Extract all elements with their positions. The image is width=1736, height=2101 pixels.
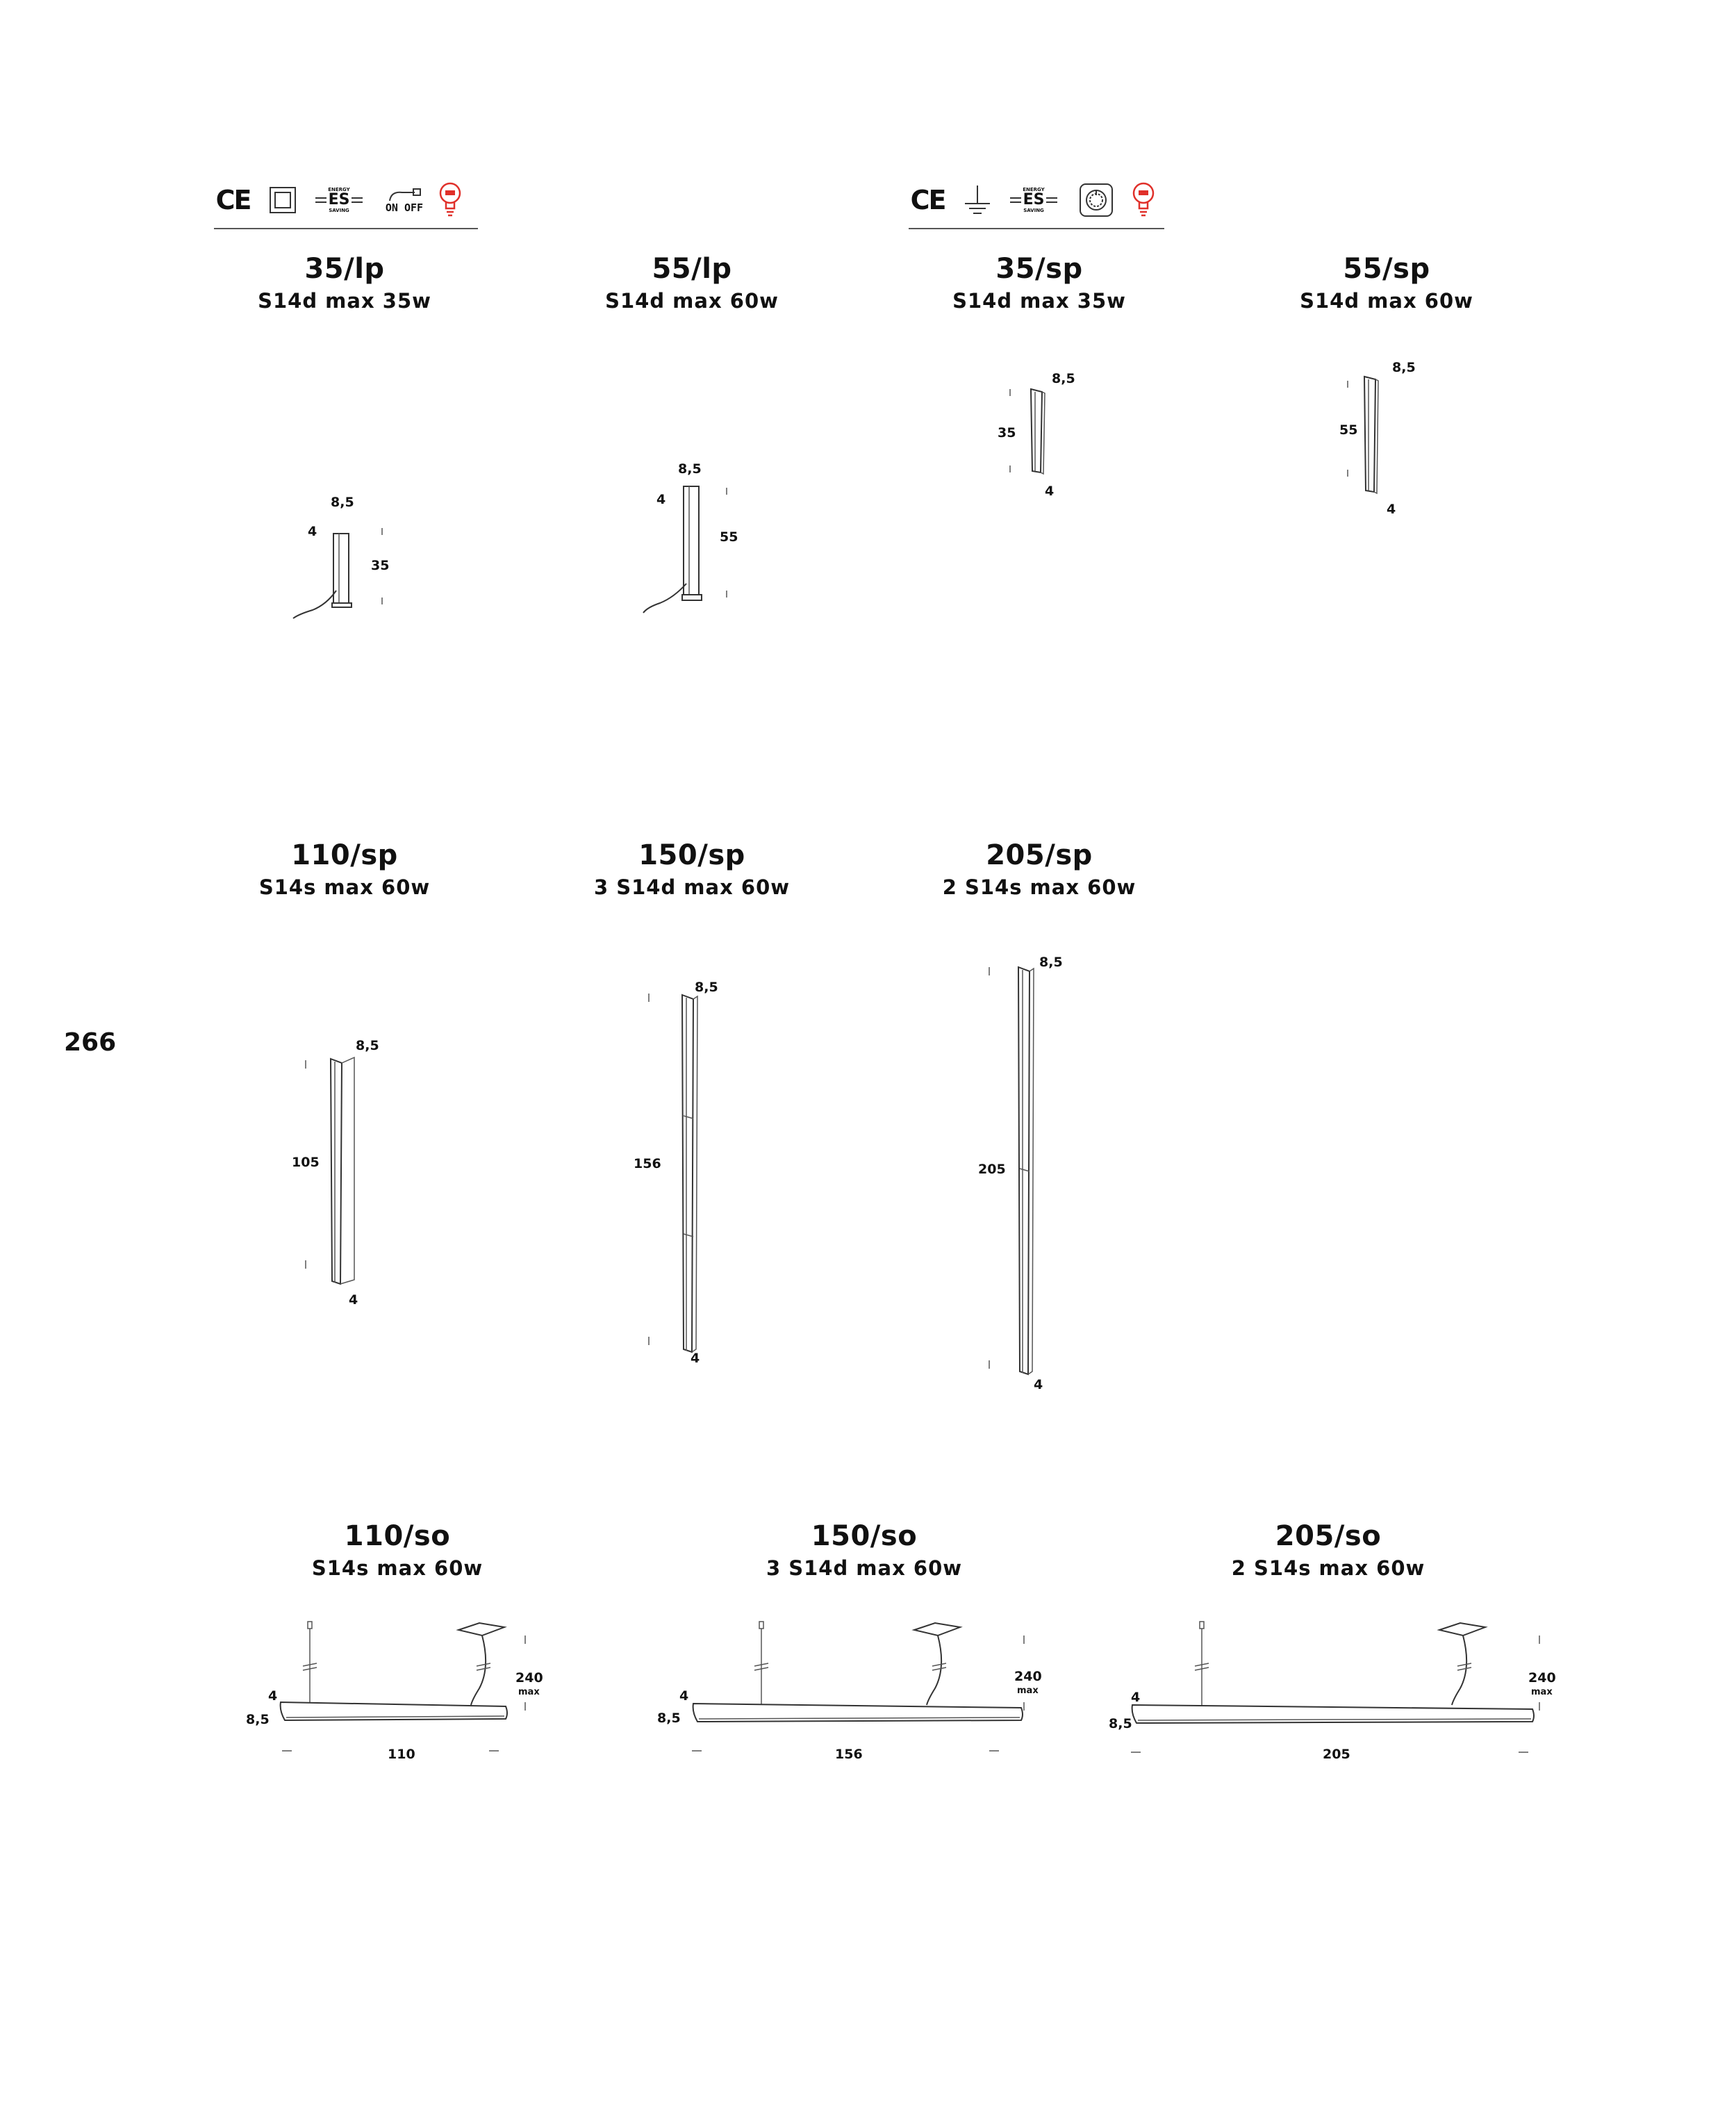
product-55-sp <box>1178 253 1595 313</box>
product-205-sp <box>831 839 1248 899</box>
product-205-so <box>1120 1520 1537 1580</box>
dim-height: 35 <box>371 558 390 573</box>
dim-depth: 4 <box>691 1351 700 1366</box>
energy-saving-icon: ENERGY ES SAVING <box>1023 187 1045 213</box>
dim-length: 205 <box>1323 1747 1350 1762</box>
dim-width: 8,5 <box>1109 1716 1132 1731</box>
dim-depth: 4 <box>268 1688 278 1704</box>
wall-lamp-150-drawing <box>639 987 722 1362</box>
certification-group-left <box>214 179 478 229</box>
lamp-spec: S14d max 35w <box>258 289 431 313</box>
model-name: 55/sp <box>1343 253 1430 285</box>
dim-depth: 4 <box>1387 502 1396 517</box>
energy-saving-icon: ENERGY ES SAVING <box>328 187 350 213</box>
dim-drop-note: max <box>1017 1686 1039 1696</box>
bulb-icon <box>436 179 464 221</box>
dim-width: 8,5 <box>1392 360 1416 375</box>
dim-drop: 240 <box>1014 1669 1042 1684</box>
dim-drop-note: max <box>1531 1687 1553 1697</box>
dim-depth: 4 <box>349 1292 358 1308</box>
dim-depth: 4 <box>1045 484 1055 499</box>
class-ii-insulation-icon <box>265 179 300 221</box>
floor-lamp-35-drawing <box>278 514 417 632</box>
lamp-spec: 2 S14s max 60w <box>942 875 1136 899</box>
dim-depth: 4 <box>656 492 666 507</box>
model-name: 150/so <box>811 1520 918 1552</box>
lamp-spec: S14d max 60w <box>605 289 779 313</box>
page-number: 266 <box>64 1028 117 1057</box>
on-off-switch-icon: ON OFF <box>382 179 427 221</box>
dim-width: 8,5 <box>695 980 718 995</box>
dim-width: 8,5 <box>331 495 354 510</box>
lamp-spec: S14s max 60w <box>311 1556 483 1580</box>
dim-height: 156 <box>634 1156 661 1171</box>
dim-height: 55 <box>720 529 738 545</box>
dim-width: 8,5 <box>356 1038 379 1053</box>
model-name: 150/sp <box>638 839 745 871</box>
dim-height: 55 <box>1339 422 1358 438</box>
dim-length: 156 <box>835 1747 863 1762</box>
lamp-spec: 2 S14s max 60w <box>1231 1556 1425 1580</box>
dimmer-icon <box>1075 179 1117 221</box>
dim-depth: 4 <box>1131 1690 1141 1705</box>
dim-width: 8,5 <box>678 461 702 477</box>
certification-group-right <box>909 179 1164 229</box>
dim-depth: 4 <box>308 524 317 539</box>
floor-lamp-55-drawing <box>625 479 764 632</box>
model-name: 205/so <box>1275 1520 1382 1552</box>
lamp-spec: 3 S14d max 60w <box>593 875 791 899</box>
dim-length: 110 <box>388 1747 415 1762</box>
product-110-so <box>189 1520 606 1580</box>
model-name: 110/sp <box>291 839 398 871</box>
dim-height: 105 <box>292 1155 320 1170</box>
lamp-spec: S14d max 60w <box>1300 289 1473 313</box>
model-name: 110/so <box>344 1520 451 1552</box>
earth-ground-icon <box>960 179 995 221</box>
dim-depth: 4 <box>679 1688 689 1704</box>
model-name: 205/sp <box>986 839 1093 871</box>
lamp-spec: S14d max 35w <box>952 289 1126 313</box>
model-name: 35/sp <box>995 253 1083 285</box>
model-name: 55/lp <box>652 253 732 285</box>
wall-lamp-110-drawing <box>299 1049 382 1292</box>
bulb-icon <box>1130 179 1157 221</box>
dim-drop-note: max <box>518 1687 540 1697</box>
dim-drop: 240 <box>1528 1670 1556 1686</box>
dim-height: 35 <box>998 425 1016 440</box>
ce-mark-icon: CE <box>215 185 251 215</box>
dim-width: 8,5 <box>1039 955 1063 970</box>
dim-drop: 240 <box>515 1670 543 1686</box>
dim-width: 8,5 <box>1052 371 1075 386</box>
dim-height: 205 <box>978 1162 1006 1177</box>
dim-width: 8,5 <box>246 1712 270 1727</box>
lamp-spec: S14s max 60w <box>258 875 431 899</box>
model-name: 35/lp <box>304 253 385 285</box>
dim-depth: 4 <box>1034 1377 1043 1392</box>
ce-mark-icon: CE <box>910 185 945 215</box>
dim-width: 8,5 <box>657 1711 681 1726</box>
product-150-so <box>656 1520 1073 1580</box>
lamp-spec: 3 S14d max 60w <box>766 1556 963 1580</box>
wall-lamp-55-drawing <box>1348 372 1431 497</box>
